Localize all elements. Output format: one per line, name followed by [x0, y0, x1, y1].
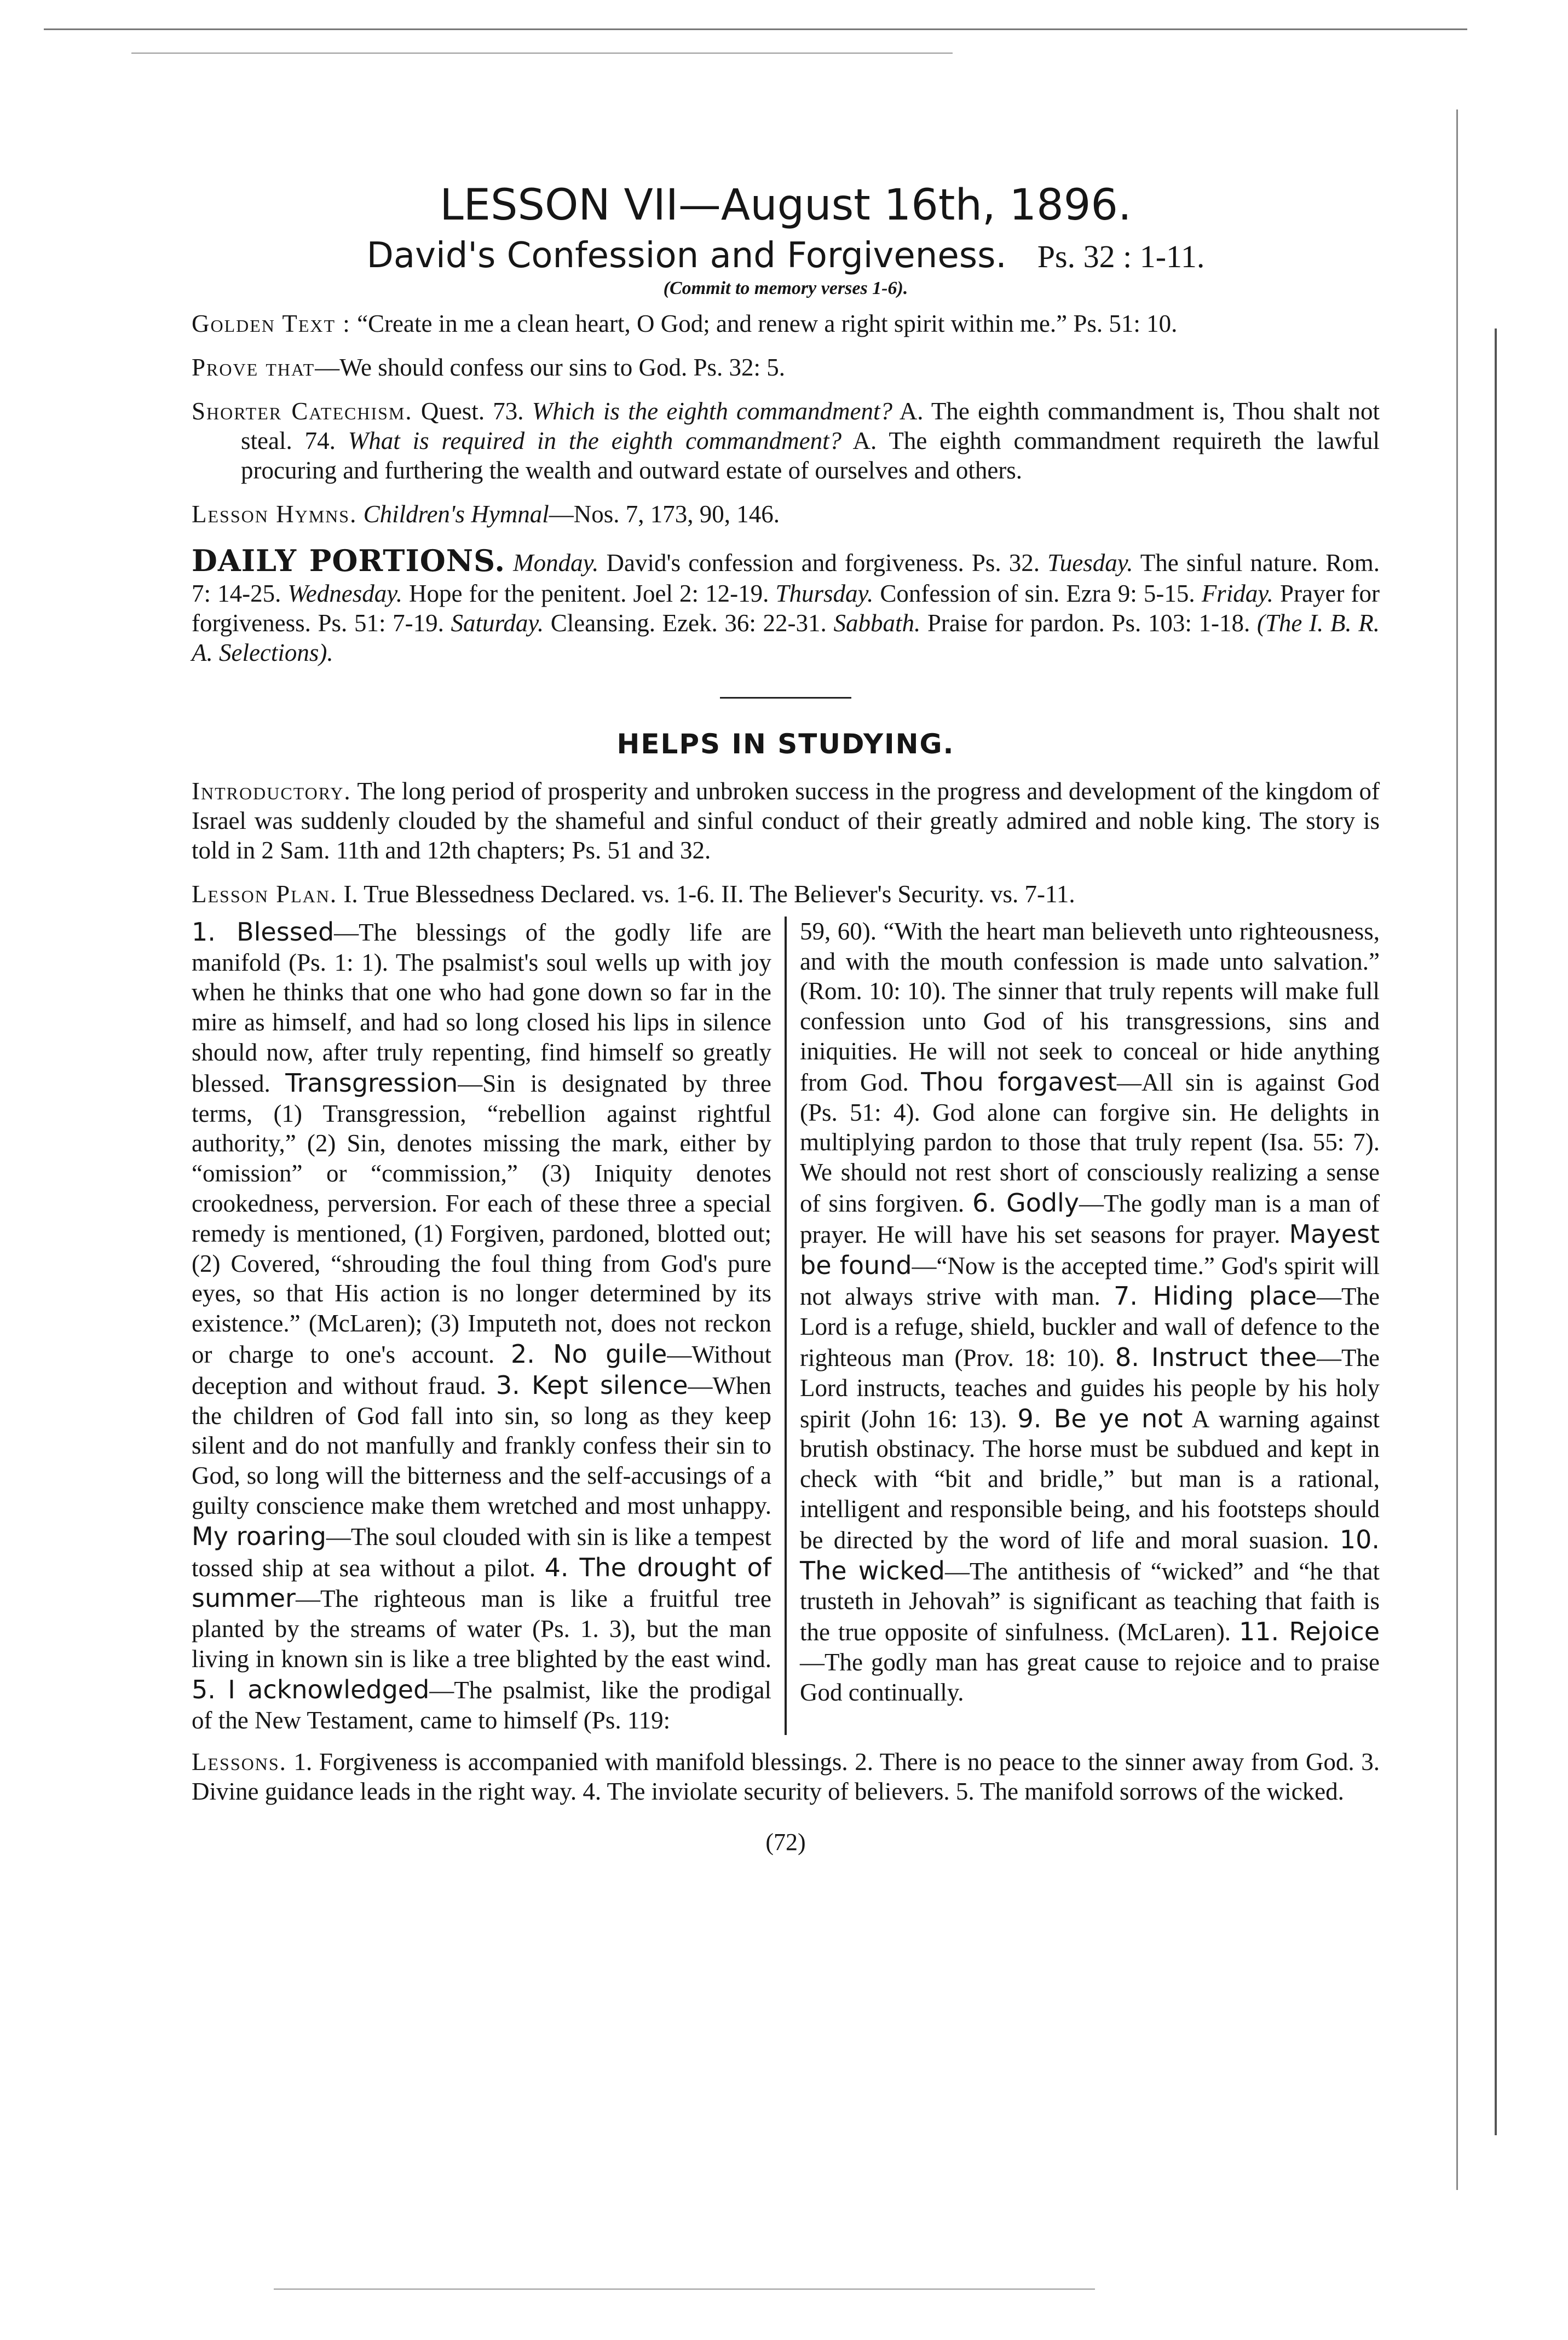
commentary-left-column [192, 917, 785, 1736]
introductory-label: Introductory. [192, 777, 351, 805]
commentary-text: —The blessings of the godly life are manifold (Ps. 1: 1). The psalmist's soul wells up with joy when he thinks that one who had gone down so far in the mire as himself, and had so long closed his lips in silence should now, after truly repenting, find himself so greatly blessed. [192, 918, 771, 1097]
prove-that-label: Prove that [192, 354, 315, 381]
commentary-keyword: My roaring [192, 1521, 326, 1551]
introductory [192, 776, 1380, 865]
commentary-keyword: 6. Godly [972, 1188, 1080, 1218]
introductory-body: The long period of prosperity and unbroken success in the progress and development of the kingdom of Israel was suddenly clouded by the shameful and sinful conduct of their greatly admired and noble king. The story is told in 2 Sam. 11th and 12th chapters; Ps. 51 and 32. [192, 777, 1380, 864]
commentary-text: —The Lord instructs, teaches and guides his people by his holy spirit (John 16: 13). [800, 1344, 1380, 1433]
lesson-hymns [192, 499, 1380, 529]
lessons-body: 1. Forgiveness is accompanied with manifold blessings. 2. There is no peace to the sinner away from God. 3. Divine guidance leads in the right way. 4. The inviolate security of believers. 5. The manifold sorrows of the wicked. [192, 1748, 1380, 1806]
daily-day: Wednesday. [287, 579, 402, 607]
commentary-text: —The godly man is a man of prayer. He will have his set seasons for prayer. [800, 1189, 1380, 1248]
commentary-keyword: 10. The wicked [800, 1524, 1380, 1586]
section-divider [720, 697, 851, 699]
daily-text: Confession of sin. Ezra 9: 5-15. [880, 579, 1195, 607]
daily-day: Sabbath. [833, 609, 921, 637]
commentary-keyword: Thou forgavest [921, 1067, 1117, 1097]
scan-noise-right-edge-2 [1495, 328, 1497, 2135]
page-number: (72) [765, 1829, 806, 1856]
daily-portions-note: (The I. B. R. A. Selections). [192, 609, 1380, 666]
commentary-keyword: 11. Rejoice [1239, 1617, 1380, 1647]
golden-text [192, 309, 1380, 338]
commentary-text: —When the children of God fall into sin, so long as they keep silent and do not manfully and frankly confess their sin to God, so long will the bitterness and the self-accusings of a guilty conscience make them wretched and most unhappy. [192, 1371, 771, 1519]
commentary-keyword: 5. I acknowledged [192, 1674, 430, 1704]
commentary-right-column [785, 917, 1380, 1736]
commentary-keyword: 8. Instruct thee [1115, 1342, 1317, 1372]
catechism-q1-question: Which is the eighth commandment? [532, 397, 892, 425]
scan-noise-right-edge [1456, 109, 1458, 2190]
commentary-text: 59, 60). “With the heart man believeth unto righteousness, and with the mouth confession is made unto salvation.” (Rom. 10: 10). The sinner that truly repents will make full confession unto God of his transgressions, sins and iniquities. He will not seek to conceal or hide anything from God. [800, 917, 1380, 1096]
commentary-keyword: Mayest be found [800, 1219, 1380, 1280]
catechism-q1-answer: A. The eighth commandment is, Thou shalt not steal. 74. [241, 397, 1380, 454]
shorter-catechism [192, 396, 1380, 485]
daily-day: Monday. [513, 549, 599, 577]
commentary-keyword: 1. Blessed [192, 917, 335, 947]
daily-portions [192, 543, 1380, 667]
scripture-reference: Ps. 32 : 1-11. [1037, 239, 1205, 274]
daily-text: The sinful nature. Rom. 7: 14-25. [192, 549, 1380, 607]
daily-day: Thursday. [775, 579, 874, 607]
commentary-keyword: 3. Kept silence [495, 1370, 688, 1400]
daily-day: Saturday. [451, 609, 544, 637]
commentary-text: —Sin is designated by three terms, (1) Transgression, “rebellion against rightful authority,” (2) Sin, denotes missing the mark, either by “omission” or “commission,” (3) Iniquity denotes crookedness, perversion. For each of these three a special remedy is mentioned, (1) Forgiven, pardoned, blotted out; (2) Covered, “shrouding the foul thing from God's pure eyes, so that His action is no longer determined by its existence.” (McLaren); (3) Imputeth not, does not reckon or charge to one's account. [192, 1069, 771, 1368]
helps-heading: HELPS IN STUDYING. [616, 728, 955, 760]
lesson-plan [192, 879, 1380, 909]
lesson-plan-label: Lesson Plan. [192, 880, 338, 908]
commentary-text: —Without deception and without fraud. [192, 1340, 771, 1399]
prove-that-body: —We should confess our sins to God. Ps. 32: 5. [315, 354, 786, 381]
commentary-text: —The godly man has great cause to rejoice and to praise God continually. [800, 1648, 1380, 1706]
commentary-text: A warning against brutish obstinacy. The horse must be subdued and kept in check with “bit and bridle,” but man is a rational, intelligent and responsible being, and his footsteps should be directed by the word of life and moral suasion. [800, 1405, 1380, 1554]
lesson-subtitle-line [192, 235, 1380, 276]
lesson-subtitle: David's Confession and Forgiveness. [366, 235, 1007, 276]
golden-text-body: “Create in me a clean heart, O God; and renew a right spirit within me.” Ps. 51: 10. [357, 310, 1178, 337]
daily-text: Hope for the penitent. Joel 2: 12-19. [409, 579, 769, 607]
commentary-text: —The righteous man is like a fruitful tree planted by the streams of water (Ps. 1. 3), but the man living in known sin is like a tree blighted by the east wind. [192, 1585, 771, 1673]
lesson-hymns-label: Lesson Hymns. [192, 500, 358, 528]
commentary-keyword: 9. Be ye not [1017, 1403, 1183, 1433]
daily-text: David's confession and forgiveness. Ps. 32. [606, 549, 1040, 577]
lessons-summary [192, 1747, 1380, 1806]
hymn-numbers: —Nos. 7, 173, 90, 146. [549, 500, 780, 528]
commentary-columns [192, 917, 1380, 1736]
catechism-label: Shorter Catechism. [192, 397, 413, 425]
commentary-text: —All sin is against God (Ps. 51: 4). God alone can forgive sin. He delights in multiplying pardon to those that truly repent (Isa. 55: 7). We should not rest short of consciously realizing a sense of sins forgiven. [800, 1068, 1380, 1217]
commentary-keyword: 4. The drought of summer [192, 1552, 771, 1613]
catechism-q2-question: What is required in the eighth commandment? [348, 427, 842, 454]
lessons-label: Lessons. [192, 1748, 287, 1776]
commentary-text: —The Lord is a refuge, shield, buckler and wall of defence to the righteous man (Prov. 18: 10). [800, 1283, 1380, 1371]
commentary-keyword: 7. Hiding place [1114, 1281, 1317, 1311]
page [192, 181, 1380, 1856]
scan-noise-top-2 [131, 53, 953, 54]
lesson-plan-body: I. True Blessedness Declared. vs. 1-6. II. The Believer's Security. vs. 7-11. [343, 880, 1075, 908]
prove-that [192, 353, 1380, 382]
golden-text-label: Golden Text : [192, 310, 351, 337]
daily-text: Cleansing. Ezek. 36: 22-31. [550, 609, 827, 637]
daily-day: Tuesday. [1047, 549, 1133, 577]
catechism-q2-answer: A. The eighth commandment requireth the lawful procuring and furthering the wealth and outward estate of ourselves and others. [241, 427, 1380, 484]
hymn-book: Children's Hymnal [363, 500, 549, 528]
daily-day: Friday. [1201, 579, 1273, 607]
scan-noise-bottom [274, 2289, 1095, 2290]
commentary-text: —“Now is the accepted time.” God's spirit will not always strive with man. [800, 1252, 1380, 1311]
catechism-q1-number: Quest. 73. [420, 397, 524, 425]
daily-text: Praise for pardon. Ps. 103: 1-18. [927, 609, 1250, 637]
commentary-keyword: Transgression [285, 1068, 458, 1098]
commentary-text: —The psalmist, like the prodigal of the New Testament, came to himself (Ps. 119: [192, 1676, 771, 1734]
lesson-title: LESSON VII—August 16th, 1896. [440, 181, 1132, 230]
commentary-keyword: 2. No guile [511, 1339, 667, 1369]
commentary-text: —The antithesis of “wicked” and “he that trusteth in Jehovah” is significant as teaching that faith is the true opposite of sinfulness. (McLaren). [800, 1557, 1380, 1646]
daily-text: Prayer for forgiveness. Ps. 51: 7-19. [192, 579, 1380, 637]
scan-noise-top [44, 28, 1467, 30]
daily-portions-label: DAILY PORTIONS. [192, 543, 506, 578]
commentary-text: —The soul clouded with sin is like a tempest tossed ship at sea without a pilot. [192, 1523, 772, 1582]
memory-note: (Commit to memory verses 1-6). [663, 278, 908, 298]
